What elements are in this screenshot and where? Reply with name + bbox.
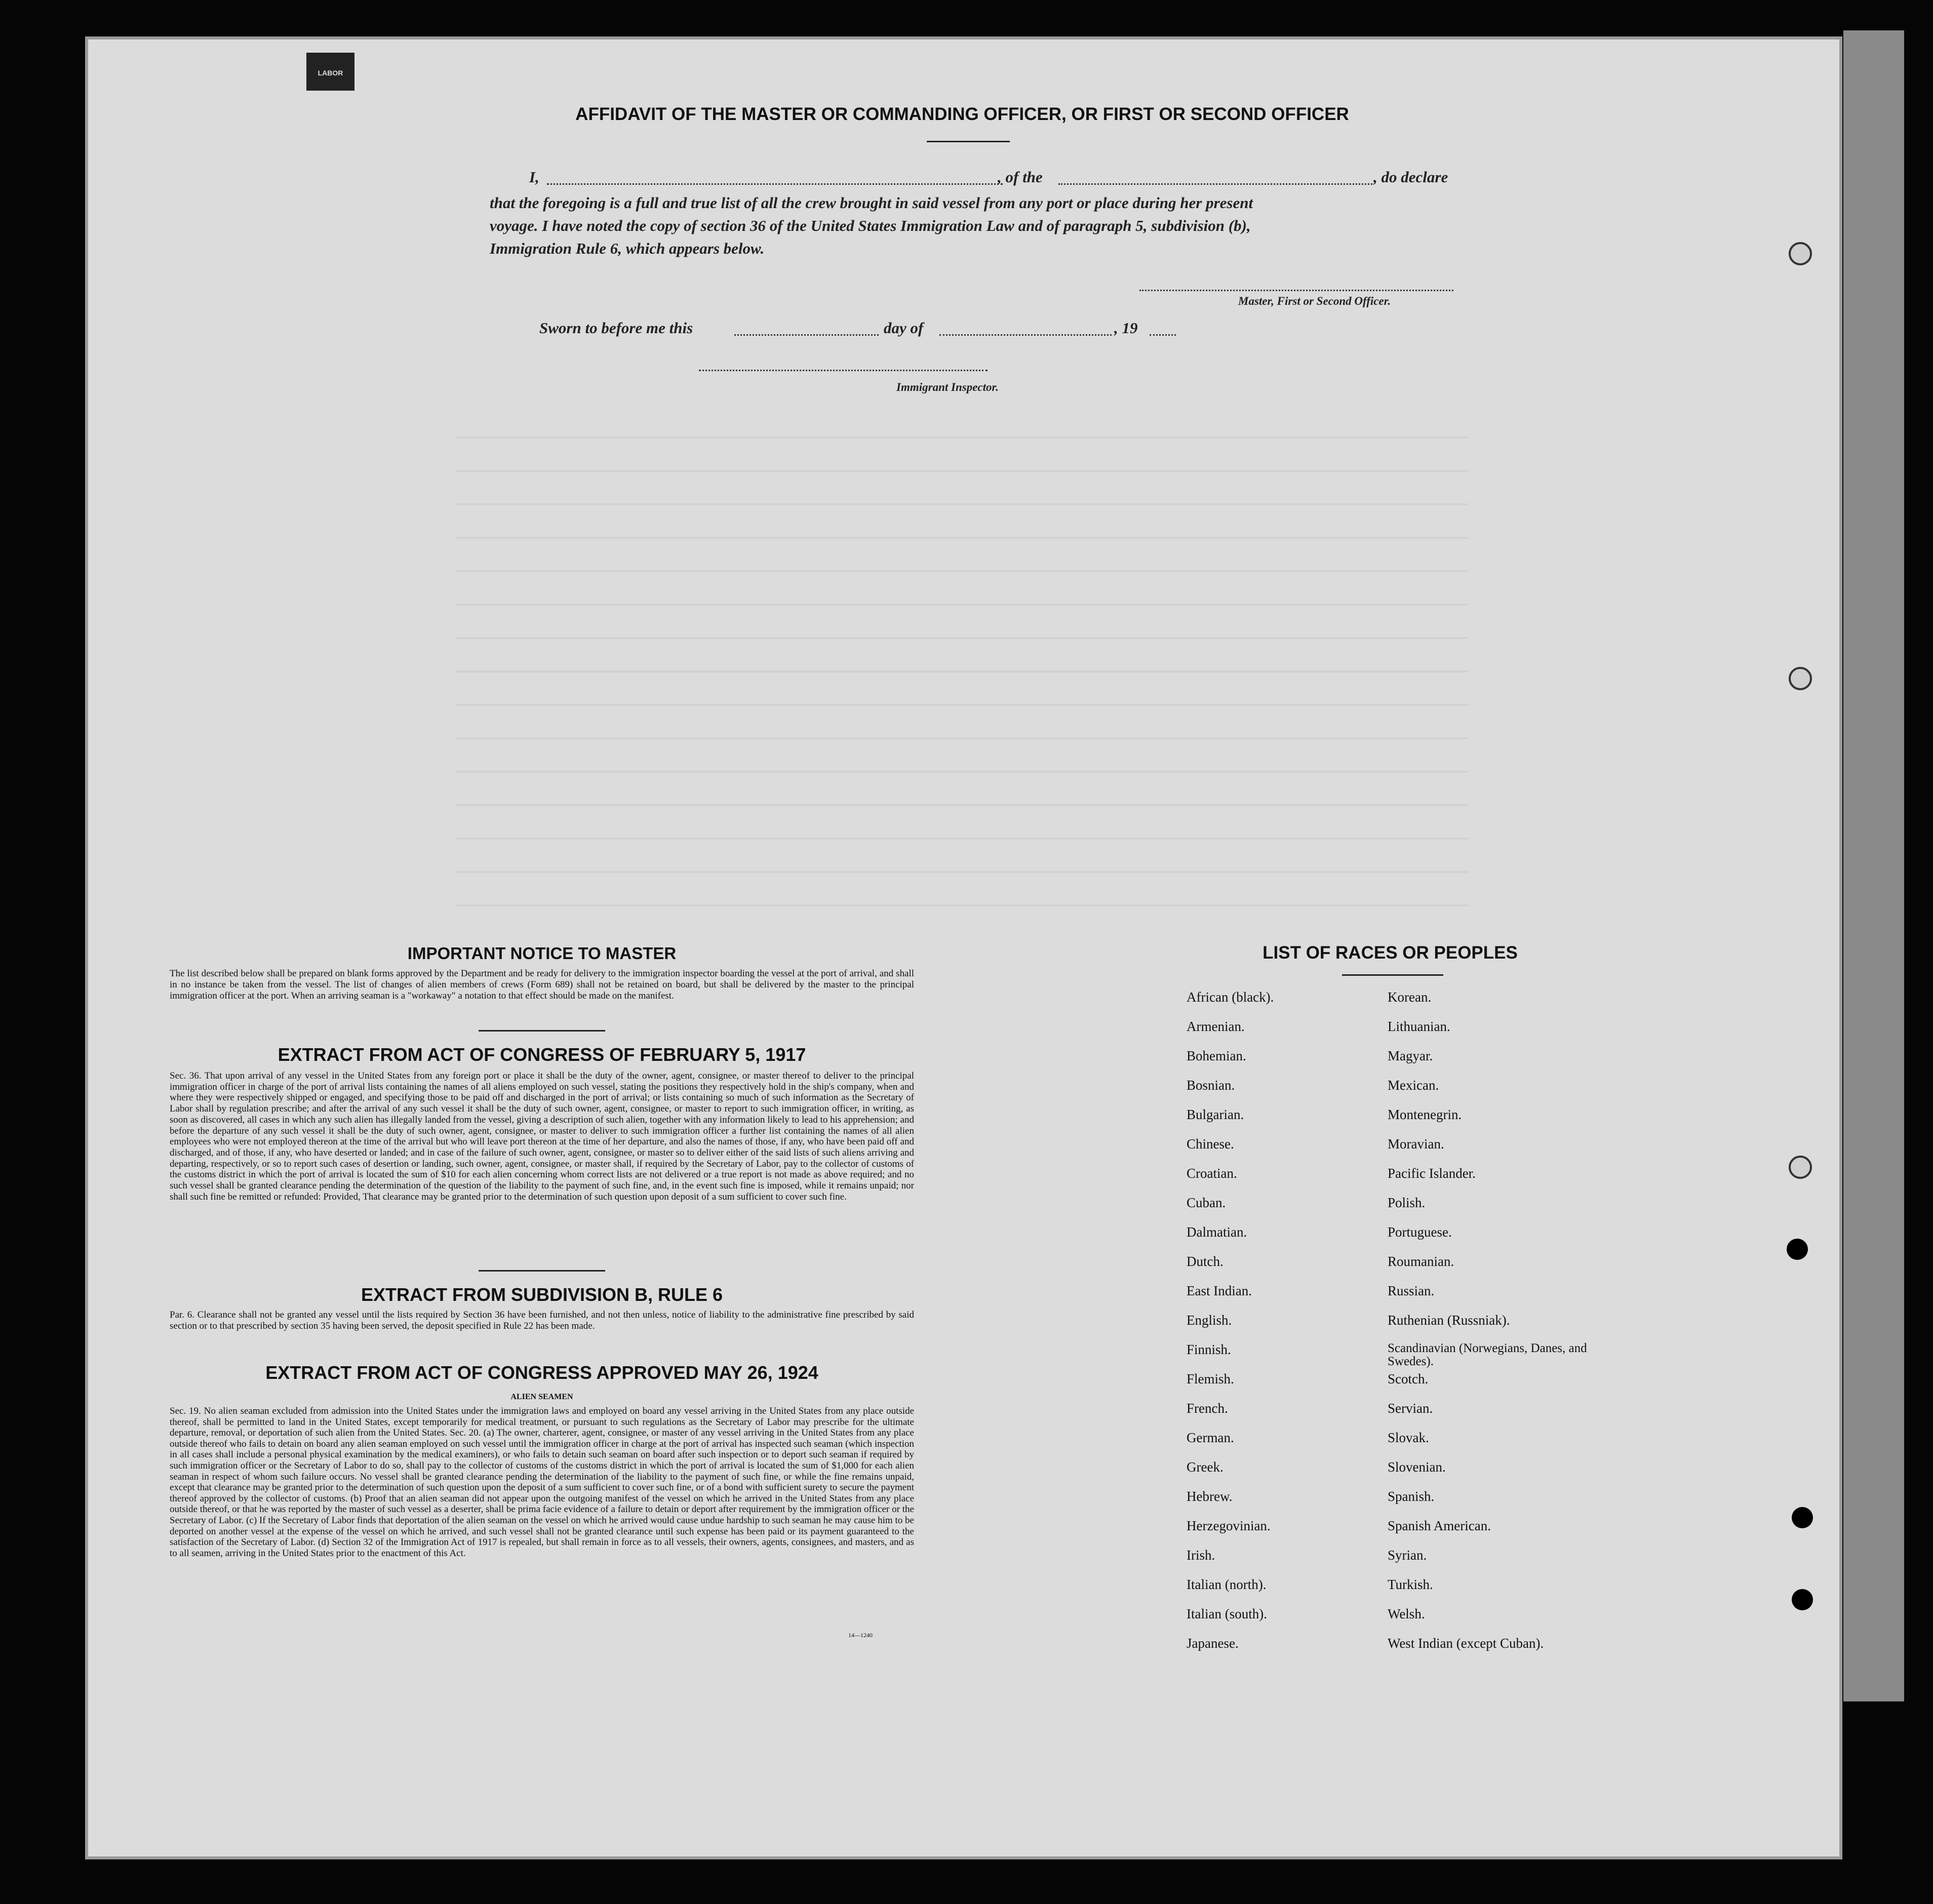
master-signature-label: Master, First or Second Officer. xyxy=(1238,295,1391,307)
race-item: West Indian (except Cuban). xyxy=(1388,1636,1544,1651)
form-number: 14—1240 xyxy=(848,1632,873,1639)
affidavit-line-3: voyage. I have noted the copy of section 36 of the United States Immigration Law and of paragraph 5, subdivision (b), xyxy=(490,217,1251,234)
race-item: Spanish American. xyxy=(1388,1518,1491,1533)
title-rule xyxy=(927,141,1010,142)
race-item: Welsh. xyxy=(1388,1606,1425,1621)
race-item: Russian. xyxy=(1388,1283,1435,1298)
sworn-year: , 19 xyxy=(1114,319,1138,337)
binder-hole xyxy=(1789,667,1812,690)
section-rule xyxy=(479,1270,605,1272)
extract-1924-title: EXTRACT FROM ACT OF CONGRESS APPROVED MAY 26, 1924 xyxy=(265,1362,818,1383)
vessel-field[interactable] xyxy=(1058,183,1372,185)
race-item: French. xyxy=(1187,1401,1228,1416)
race-item: Irish. xyxy=(1187,1548,1215,1563)
extract-rule6-title: EXTRACT FROM SUBDIVISION B, RULE 6 xyxy=(361,1284,723,1305)
of-the-label: , of the xyxy=(998,168,1043,186)
underlying-page-edge xyxy=(1843,30,1904,1701)
race-item: Ruthenian (Russniak). xyxy=(1388,1313,1510,1328)
extract-1917-text: Sec. 36. That upon arrival of any vessel in the United States from any foreign port or place it shall be the duty of the owner, agent, consignee, or master thereof to deliver to the principal immigration officer in charge of the port of arrival lists containing the names of all aliens employed on such vessel, stating the positions they respectively hold in the ship's company, when and where they were respectively shipped or engaged, and specifying those to be paid off and discharged in the port of arrival; or lists containing so much of such information as the Secretary of Labor shall by regulation prescribe; and after the arrival of any such vessel it shall be the duty of such owner, agent, consignee, or master to report to such immigration officer, in writing, as soon as discovered, all cases in which any such alien has illegally landed from the vessel, giving a description of such alien, together with any information likely to lead to his apprehension; and before the departure of any such vessel it shall be the duty of such owner, agent, consignee, or master to deliver to such immigration officer a further list containing the names of all alien employees who were not employed thereon at the time of the arrival but who will leave port thereon at the time of her departure, and also the names of those, if any, who have been paid off and discharged, and of those, if any, who have deserted or landed; and in case of the failure of such owner, agent, consignee, or master so to deliver either of the said lists of such aliens arriving and departing, respectively, or so to report such cases of desertion or landing, such owner, agent, consignee, or master shall, if required by the Secretary of Labor, pay to the collector of customs of the customs district in which the port of arrival is located the sum of $10 for each alien concerning whom correct lists are not delivered or a true report is not made as above required; and no such vessel shall be granted clearance pending the determination of the question of the liability to the payment of such fine, and, in the event such fine is imposed, while it remains unpaid; nor shall such fine be remitted or refunded: Provided, That clearance may be granted prior to the determination of such question upon deposit of a sum sufficient to cover such fine. xyxy=(170,1070,914,1202)
race-item: Scandinavian (Norwegians, Danes, and Swedes). xyxy=(1388,1341,1587,1368)
inspector-signature-field[interactable] xyxy=(699,370,988,371)
race-item: Croatian. xyxy=(1187,1166,1237,1181)
race-item: Mexican. xyxy=(1388,1078,1439,1093)
race-item: Herzegovinian. xyxy=(1187,1518,1271,1533)
race-item: German. xyxy=(1187,1430,1234,1445)
race-item: Magyar. xyxy=(1388,1048,1433,1063)
race-item: Polish. xyxy=(1388,1195,1426,1210)
race-item: Slovenian. xyxy=(1388,1459,1446,1475)
race-item: Spanish. xyxy=(1388,1489,1435,1504)
race-item: Servian. xyxy=(1388,1401,1433,1416)
extract-1917-title: EXTRACT FROM ACT OF CONGRESS OF FEBRUARY 5, 1917 xyxy=(278,1044,806,1065)
binder-hole-dark xyxy=(1787,1239,1808,1260)
notice-title: IMPORTANT NOTICE TO MASTER xyxy=(407,944,677,963)
race-item: Bohemian. xyxy=(1187,1048,1246,1063)
races-column-2 xyxy=(1388,989,1590,1665)
binder-hole-dark xyxy=(1792,1589,1813,1610)
declarant-label: I, xyxy=(529,168,539,186)
race-item: Slovak. xyxy=(1388,1430,1429,1445)
race-item: Italian (north). xyxy=(1187,1577,1267,1592)
race-item: Syrian. xyxy=(1388,1548,1427,1563)
race-item: Scotch. xyxy=(1388,1371,1429,1386)
race-item: Roumanian. xyxy=(1388,1254,1454,1269)
bleed-through-text xyxy=(456,405,1469,911)
races-title: LIST OF RACES OR PEOPLES xyxy=(1263,943,1518,963)
race-item: Greek. xyxy=(1187,1459,1224,1475)
race-item: Japanese. xyxy=(1187,1636,1239,1651)
binder-hole-dark xyxy=(1792,1507,1813,1528)
race-item: Pacific Islander. xyxy=(1388,1166,1476,1181)
races-column-1 xyxy=(1187,989,1374,1665)
race-item: Chinese. xyxy=(1187,1136,1234,1152)
affidavit-title: AFFIDAVIT OF THE MASTER OR COMMANDING OFFICER, OR FIRST OR SECOND OFFICER xyxy=(575,104,1349,124)
race-item: Lithuanian. xyxy=(1388,1019,1450,1034)
section-rule xyxy=(479,1030,605,1032)
race-item: Moravian. xyxy=(1388,1136,1444,1152)
sworn-prefix: Sworn to before me this xyxy=(539,319,693,337)
sworn-month-field[interactable] xyxy=(939,334,1112,336)
declare-label: , do declare xyxy=(1373,168,1448,186)
race-item: Cuban. xyxy=(1187,1195,1226,1210)
notice-text: The list described below shall be prepared on blank forms approved by the Department and be ready for delivery to the immigration inspector boarding the vessel at the port of arrival, and shall in no instance be taken from the vessel. The list of changes of alien members of crews (Form 689) shall not be retained on board, but shall be delivered by the master to the principal immigration officer at the port. When an arriving seaman is a "workaway" a notation to that effect should be made on the manifest. xyxy=(170,968,914,1001)
race-item: Turkish. xyxy=(1388,1577,1433,1592)
race-item: Portuguese. xyxy=(1388,1224,1452,1240)
sworn-year-field[interactable] xyxy=(1150,334,1176,336)
race-item: Hebrew. xyxy=(1187,1489,1233,1504)
master-signature-field[interactable] xyxy=(1139,290,1453,291)
inspector-label: Immigrant Inspector. xyxy=(896,381,999,393)
declarant-name-field[interactable] xyxy=(547,183,1003,185)
affidavit-line-4: Immigration Rule 6, which appears below. xyxy=(490,240,765,257)
binder-hole xyxy=(1789,1156,1812,1179)
binder-hole xyxy=(1789,242,1812,265)
extract-1924-subtitle: ALIEN SEAMEN xyxy=(510,1393,573,1401)
race-item: East Indian. xyxy=(1187,1283,1252,1298)
affidavit-line-2: that the foregoing is a full and true list of all the crew brought in said vessel from any port or place during her present xyxy=(490,194,1253,212)
department-stamp: LABOR xyxy=(306,53,354,91)
race-item: African (black). xyxy=(1187,989,1274,1005)
race-item: Italian (south). xyxy=(1187,1606,1267,1621)
race-item: Flemish. xyxy=(1187,1371,1234,1386)
race-item: Bosnian. xyxy=(1187,1078,1235,1093)
extract-rule6-text: Par. 6. Clearance shall not be granted any vessel until the lists required by Section 36 have been furnished, and not then unless, notice of liability to the administrative fine prescribed by said section or to that prescribed by section 35 having been served, the deposit specified in Rule 22 has been made. xyxy=(170,1310,914,1331)
race-item: Armenian. xyxy=(1187,1019,1245,1034)
sworn-day-field[interactable] xyxy=(734,334,879,336)
race-item: Dutch. xyxy=(1187,1254,1224,1269)
race-item: Korean. xyxy=(1388,989,1432,1005)
race-item: Bulgarian. xyxy=(1187,1107,1244,1122)
race-item: English. xyxy=(1187,1313,1232,1328)
race-item: Finnish. xyxy=(1187,1342,1231,1357)
sworn-day-of: day of xyxy=(884,319,924,337)
extract-1924-text: Sec. 19. No alien seaman excluded from admission into the United States under the immigration laws and employed on board any vessel arriving in the United States from any place outside thereof, shall be permitted to land in the United States, except temporarily for medical treatment, or pursuant to such regulations as the Secretary of Labor may prescribe for the ultimate departure, removal, or deportation of such alien from the United States. Sec. 20. (a) The owner, charterer, agent, consignee, or master of any vessel arriving in the United States from any place outside thereof who fails to detain on board any alien seaman employed on such vessel until the immigration officer in charge at the port of arrival has inspected such seaman (which inspection in all cases shall include a personal physical examination by the medical examiners), or who fails to detain such seaman on board after such inspection or to deport such seaman if required by such immigration officer or the Secretary of Labor to do so, shall pay to the collector of customs of the customs district in which the port of arrival is located the sum of $1,000 for each alien seaman in respect of whom such failure occurs. No vessel shall be granted clearance pending the determination of the liability to the payment of such fine, or while the fine remains unpaid, except that clearance may be granted prior to the determination of such question upon the deposit of a sum sufficient to cover such fine, or of a bond with sufficient surety to secure the payment thereof approved by the collector of customs. (b) Proof that an alien seaman did not appear upon the outgoing manifest of the vessel on which he arrived in the United States from any place outside thereof, or that he was reported by the master of such vessel as a deserter, shall be prima facie evidence of a failure to detain or deport after requirement by the immigration officer or the Secretary of Labor. (c) If the Secretary of Labor finds that deportation of the alien seaman on the vessel on which he arrived would cause undue hardship to such seaman he may cause him to be deported on another vessel at the expense of the vessel on which he arrived, and such vessel shall not be granted clearance until such expense has been paid or its payment guaranteed to the satisfaction of the Secretary of Labor. (d) Section 32 of the Immigration Act of 1917 is repealed, but shall remain in force as to all vessels, their owners, agents, consignees, and masters, and as to all seamen, arriving in the United States prior to the enactment of this Act. xyxy=(170,1406,914,1559)
race-item: Dalmatian. xyxy=(1187,1224,1247,1240)
races-title-rule xyxy=(1342,974,1443,976)
race-item: Montenegrin. xyxy=(1388,1107,1462,1122)
